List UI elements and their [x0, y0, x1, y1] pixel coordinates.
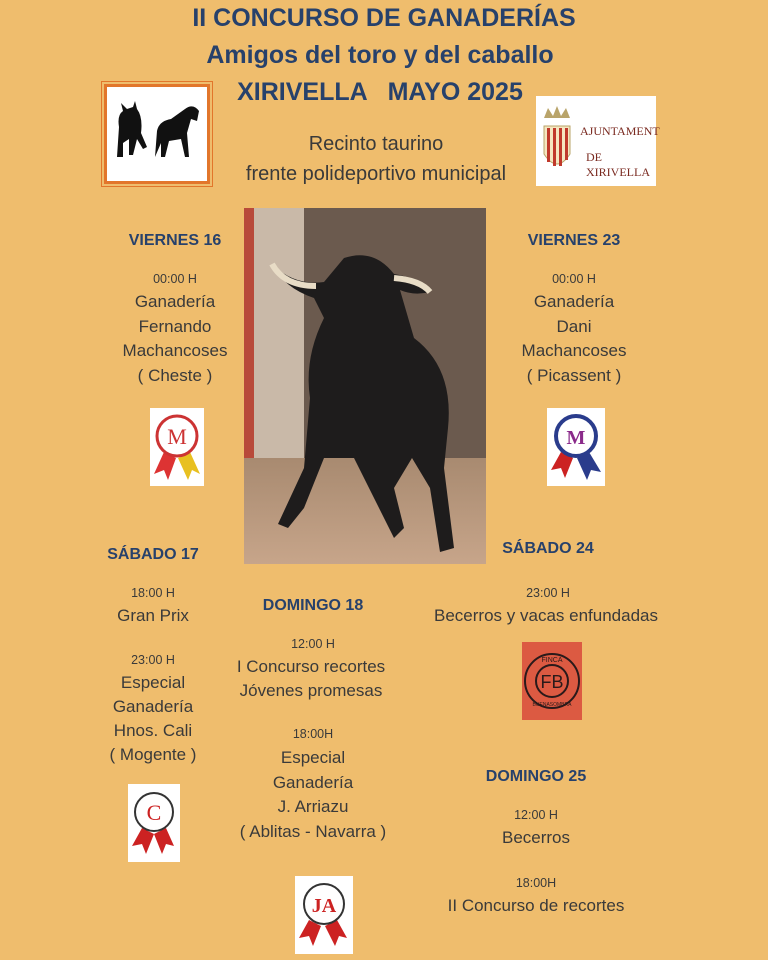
event-text: Gran Prix: [117, 606, 189, 625]
event-time: 18:00H: [292, 727, 334, 741]
event-time: 23:00 H: [131, 653, 175, 667]
event-text: Ganadería: [112, 697, 194, 716]
svg-text:M: M: [167, 424, 187, 449]
event-time: 12:00 H: [291, 637, 335, 651]
event-text: Ganadería: [533, 292, 615, 311]
day-label: VIERNES 23: [527, 232, 621, 249]
poster-subtitle: Amigos del toro y del caballo: [206, 41, 554, 69]
day-label: VIERNES 16: [128, 232, 222, 249]
event-text: Machancoses: [521, 341, 627, 360]
logo-bottom-text: BUENASOMBRA: [532, 702, 572, 708]
event-text: Becerros y vacas enfundadas: [434, 606, 658, 625]
council-name-line2: DE XIRIVELLA: [586, 150, 650, 179]
event-text: Fernando: [138, 317, 212, 336]
event-time: 23:00 H: [526, 586, 570, 600]
event-text: Becerros: [501, 828, 571, 847]
event-text: Ganadería: [272, 773, 354, 792]
council-name-line1: AJUNTAMENT: [580, 124, 660, 138]
finca-buenasombra-logo: [522, 642, 582, 720]
poster-title: II CONCURSO DE GANADERÍAS: [192, 4, 576, 32]
event-text: II Concurso de recortes: [447, 896, 625, 915]
ganaderia-rosette-logo: [150, 408, 204, 486]
event-text: Jóvenes promesas: [239, 681, 383, 700]
event-time: 12:00 H: [514, 808, 558, 822]
event-time: 00:00 H: [153, 272, 197, 286]
event-text: Machancoses: [122, 341, 228, 360]
day-label: SÁBADO 24: [502, 540, 594, 557]
day-label: DOMINGO 18: [262, 597, 364, 614]
ganaderia-rosette-logo: [547, 408, 605, 486]
venue-line2: frente polideportivo municipal: [245, 163, 507, 185]
coat-of-arms-icon: [540, 104, 574, 176]
event-time: 00:00 H: [552, 272, 596, 286]
event-text: ( Cheste ): [137, 366, 213, 385]
ganaderia-rosette-logo: [128, 784, 180, 862]
svg-text:JA: JA: [311, 895, 337, 917]
event-text: ( Ablitas - Navarra ): [239, 822, 387, 841]
event-text: Hnos. Cali: [113, 721, 193, 740]
venue-line1: Recinto taurino: [308, 133, 444, 155]
day-label: SÁBADO 17: [107, 546, 199, 563]
event-text: I Concurso recortes: [236, 657, 386, 676]
event-time: 18:00 H: [131, 586, 175, 600]
event-text: Especial: [280, 748, 346, 767]
bull-horse-logo: [104, 84, 210, 184]
bull-photo: [244, 208, 486, 564]
event-text: Dani: [556, 317, 592, 336]
svg-text:M: M: [566, 427, 586, 449]
event-time: 18:00H: [515, 876, 557, 890]
ajuntament-xirivella-logo: [536, 96, 660, 186]
event-text: Ganadería: [134, 292, 216, 311]
event-text: ( Mogente ): [109, 745, 197, 764]
event-text: ( Picassent ): [526, 366, 622, 385]
ganaderia-rosette-logo: [295, 876, 353, 954]
day-label: DOMINGO 25: [485, 768, 587, 785]
event-text: Especial: [120, 673, 186, 692]
svg-text:C: C: [146, 800, 162, 825]
event-text: J. Arriazu: [277, 797, 349, 816]
logo-top-text: FINCA: [541, 657, 563, 664]
poster-location-date: XIRIVELLA MAYO 2025: [237, 78, 523, 106]
logo-monogram: FB: [540, 672, 564, 692]
